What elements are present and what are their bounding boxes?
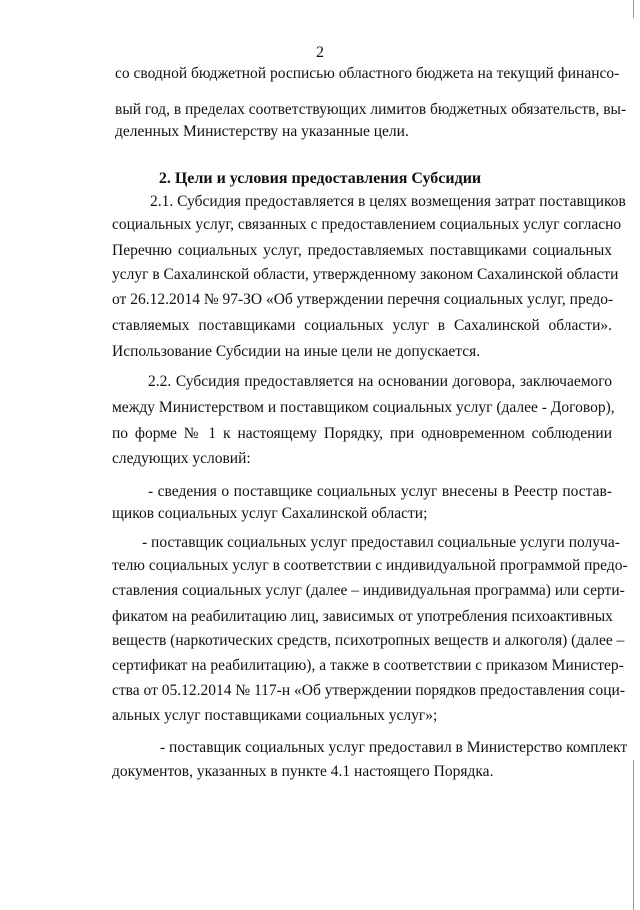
scan-edge-mark — [633, 0, 634, 18]
para-2-1-line-7: Использование Субсидии на иные цели не допускается. — [112, 343, 481, 360]
bullet-2-line-4: фикатом на реабилитацию лиц, зависимых от употребления психоактивных — [112, 608, 613, 625]
para-2-1-line-1: 2.1. Субсидия предоставляется в целях возмещения затрат поставщиков — [150, 193, 626, 210]
para-2-1-line-2: социальных услуг, связанных с предоставлением социальных услуг согласно — [112, 216, 622, 233]
para-2-1-line-3: Перечню социальных услуг, предоставляемых поставщиками социальных — [112, 242, 612, 259]
bullet-1-line-2: щиков социальных услуг Сахалинской области; — [112, 505, 428, 522]
bullet-2-line-7: ства от 05.12.2014 № 117-н «Об утверждении порядков предоставления соци- — [112, 682, 625, 699]
bullet-2-line-1: - поставщик социальных услуг предоставил социальные услуги получа- — [142, 534, 620, 551]
page-number: 2 — [316, 44, 324, 61]
bullet-3-line-2: документов, указанных в пункте 4.1 настоящего Порядка. — [112, 763, 494, 780]
bullet-2-line-2: телю социальных услуг в соответствии с индивидуальной программой предо- — [112, 557, 628, 574]
intro-line-3: деленных Министерству на указанные цели. — [115, 123, 409, 140]
bullet-2-line-5: веществ (наркотических средств, психотропных веществ и алкоголя) (далее – — [112, 632, 625, 649]
bullet-2-line-3: ставления социальных услуг (далее – индивидуальная программа) или серти- — [112, 582, 625, 599]
intro-line-1: со сводной бюджетной росписью областного бюджета на текущий финансо- — [115, 65, 620, 82]
para-2-2-line-4: следующих условий: — [112, 450, 251, 467]
para-2-1-line-5: от 26.12.2014 № 97-ЗО «Об утверждении перечня социальных услуг, предо- — [112, 291, 614, 308]
bullet-1-line-1: - сведения о поставщике социальных услуг внесены в Реестр постав- — [148, 483, 612, 500]
bullet-3-line-1: - поставщик социальных услуг предоставил в Министерство комплект — [160, 739, 628, 756]
scan-edge-mark — [633, 760, 634, 910]
para-2-2-line-1: 2.2. Субсидия предоставляется на основании договора, заключаемого — [148, 373, 612, 390]
bullet-2-line-6: сертификат на реабилитацию), а также в соответствии с приказом Министер- — [112, 657, 624, 674]
para-2-1-line-6: ставляемых поставщиками социальных услуг в Сахалинской области». — [112, 317, 612, 334]
section-heading: 2. Цели и условия предоставления Субсидии — [158, 170, 482, 187]
para-2-2-line-2: между Министерством и поставщиком социальных услуг (далее - Договор), — [112, 399, 615, 416]
para-2-2-line-3: по форме № 1 к настоящему Порядку, при одновременном соблюдении — [112, 425, 612, 442]
intro-line-2: вый год, в пределах соответствующих лимитов бюджетных обязательств, вы- — [115, 101, 627, 118]
para-2-1-line-4: услуг в Сахалинской области, утвержденному законом Сахалинской области — [112, 266, 619, 283]
bullet-2-line-8: альных услуг поставщиками социальных услуг»; — [112, 707, 438, 724]
